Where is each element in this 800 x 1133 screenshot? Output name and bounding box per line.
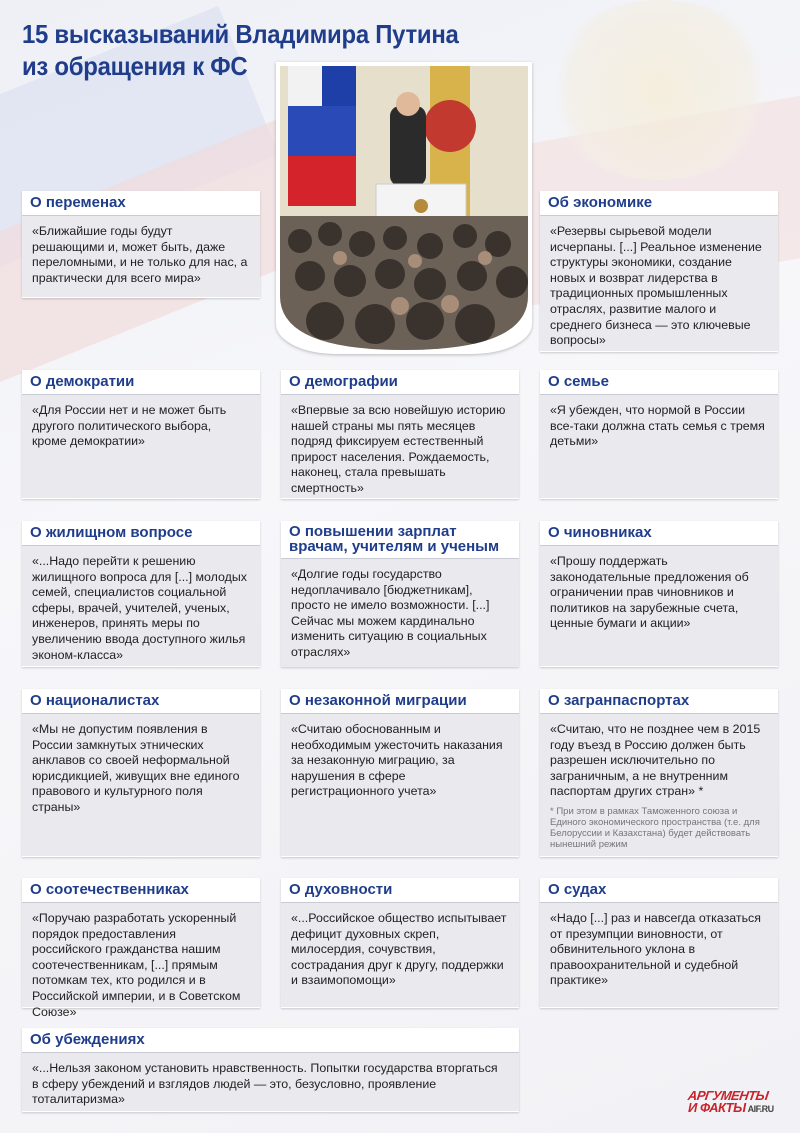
card-beliefs [22,1028,519,1112]
card-title: О семье [540,370,778,395]
logo-line-2-text: И ФАКТЫ [688,1100,746,1115]
card-passports [540,689,778,857]
logo-site: AIF.RU [747,1104,774,1114]
card-courts [540,878,778,1008]
card-title: О повышении зарплат врачам, учителям и ученым [281,521,519,559]
card-title: О националистах [22,689,260,714]
card-quote: «Надо [...] раз и навсегда отказаться от презумпции виновности, от обвинительного уклона в правоохранительной и судебной практике» [540,903,778,1007]
card-title: Об убеждениях [22,1028,519,1053]
card-housing [22,521,260,667]
card-quote: «Впервые за всю новейшую историю нашей страны мы пять месяцев подряд фиксируем естественный прирост населения. Рождаемость, наконец, стала превышать смертность» [281,395,519,498]
card-quote: «Долгие годы государство недоплачивало [бюджетникам], просто не имело возможности. [...] Сейчас мы можем кардинально изменить ситуацию в социальных отраслях» [281,559,519,667]
card-quote: «...Российское общество испытывает дефицит духовных скреп, милосердия, сочувствия, сострадания друг к другу, поддержки и взаимопомощи» [281,903,519,1007]
card-compatriots [22,878,260,1019]
card-title: О духовности [281,878,519,903]
card-spirituality [281,878,519,1008]
card-quote: «Мы не допустим появления в России замкнутых этнических анклавов со своей неформальной юрисдикцией, живущих вне единого правового и культурного поля страны» [22,714,260,856]
title-line-2: из обращения к ФС [22,51,248,81]
card-quote: «...Надо перейти к решению жилищного вопроса для [...] молодых семей, специалистов социальной сферы, врачей, учителей, ученых, инженеров, принять меры по увеличению ввода доступного жилья эконом-класса» [22,546,260,666]
card-title: О демографии [281,370,519,395]
card-quote: «Прошу поддержать законодательные предложения об ограничении прав чиновников и политиков на зарубежные счета, ценные бумаги и акции» [540,546,778,666]
aif-logo [688,1088,788,1115]
card-title: О жилищном вопросе [22,521,260,546]
card-title: О переменах [22,191,260,216]
card-quote: «Резервы сырьевой модели исчерпаны. [...] Реальное изменение структуры экономики, создание новых и возврат лидерства в традиционных промышленных отраслях, развитие малого и среднего бизнеса — это ключевые вопросы» [540,216,778,351]
card-economy [540,191,778,352]
card-migration [281,689,519,857]
card-title: О незаконной миграции [281,689,519,714]
photo-speaker-icon [280,66,528,350]
card-officials [540,521,778,667]
speaker-photo [276,62,532,354]
card-title: Об экономике [540,191,778,216]
card-quote: «Я убежден, что нормой в России все-таки должна стать семья с тремя детьми» [540,395,778,498]
title-line-1: 15 высказываний Владимира Путина [22,19,459,49]
card-quote: «Для России нет и не может быть другого политического выбора, кроме демократии» [22,395,260,498]
logo-line-1: АРГУМЕНТЫ [686,1088,770,1103]
card-quote: «Считаю обоснованным и необходимым ужесточить наказания за незаконную миграцию, за нарушения в сфере регистрационного учета» [281,714,519,856]
card-quote: «...Нельзя законом установить нравственность. Попытки государства вторгаться в сферу убеждений и взглядов людей — это, безусловно, проявление тоталитаризма» [22,1053,519,1111]
card-title: О загранпаспортах [540,689,778,714]
card-title: О демократии [22,370,260,395]
card-salaries [281,521,519,667]
card-footnote: * При этом в рамках Таможенного союза и Единого экономического пространства (т.е. для Белоруссии и Казахстана) будет действовать нынешний режим [550,805,760,850]
card-quote: «Ближайшие годы будут решающими и, может быть, даже переломными, и не только для нас, а практически для всего мира» [22,216,260,297]
card-quote-wrap [540,714,778,856]
card-title: О судах [540,878,778,903]
card-democracy [22,370,260,499]
card-quote: «Поручаю разработать ускоренный порядок предоставления российского гражданства нашим соотечественникам, [...] прямым потомкам тех, кто родился и в Российской империи, и в Советском Союзе» [22,903,260,1007]
card-nationalists [22,689,260,857]
card-title: О чиновниках [540,521,778,546]
card-family [540,370,778,499]
card-changes [22,191,260,298]
card-title: О соотечественниках [22,878,260,903]
card-demography [281,370,519,499]
card-quote: «Считаю, что не позднее чем в 2015 году въезд в Россию должен быть разрешен исключительно по заграничным, а не внутренним паспортам других стран» * [550,722,761,799]
